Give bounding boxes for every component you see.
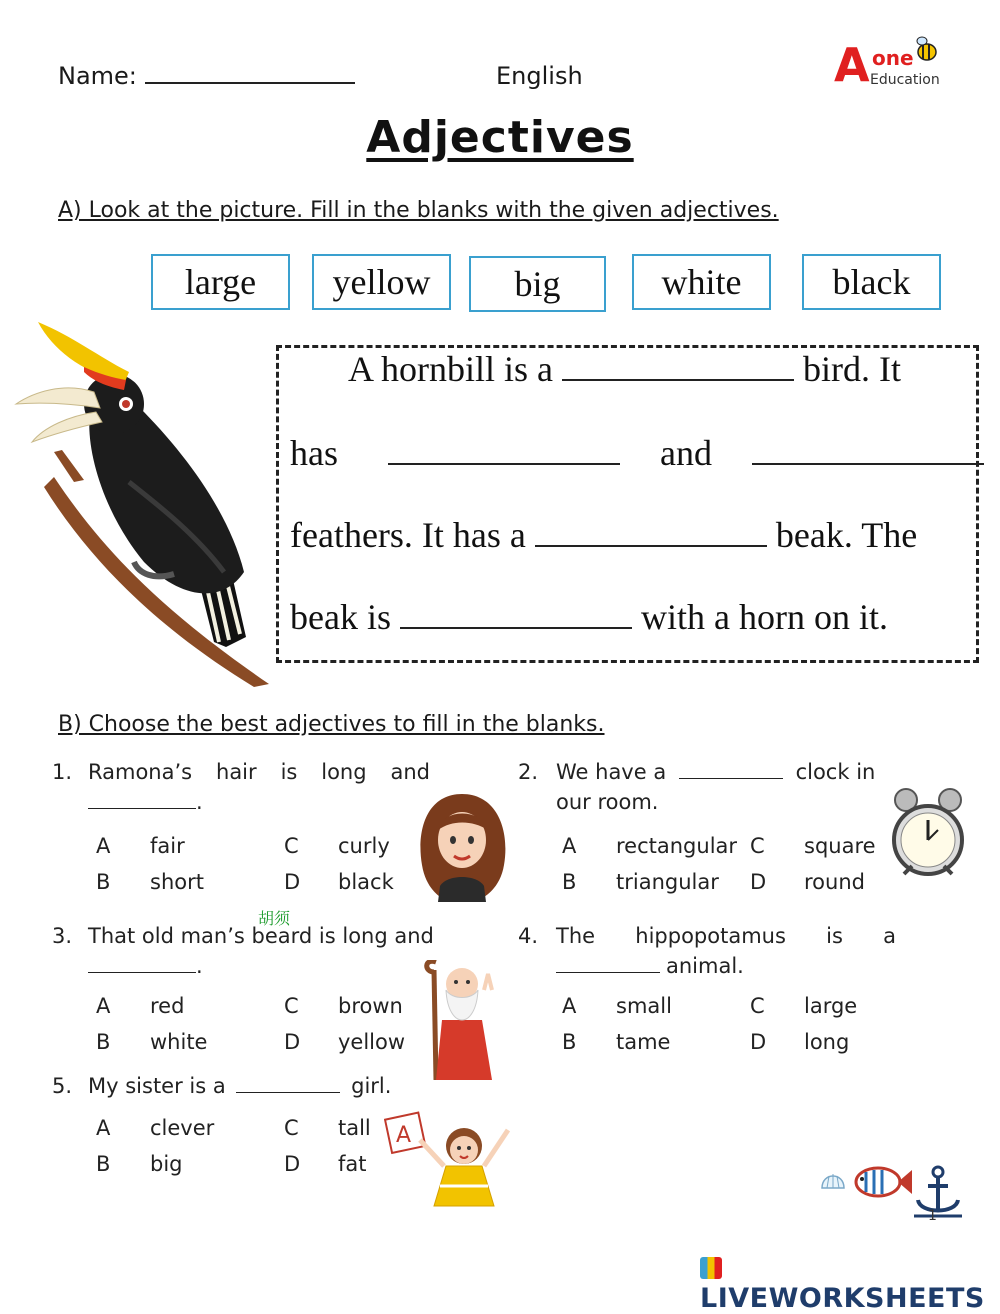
question-1-end: .: [196, 790, 203, 814]
q5-option-c-letter: C: [284, 1116, 299, 1140]
name-field: [58, 62, 355, 90]
q2-option-d[interactable]: round: [804, 870, 865, 894]
word-box-yellow[interactable]: [312, 254, 451, 310]
passage-text-3a: feathers. It has a: [290, 515, 526, 555]
q5-option-d-letter: D: [284, 1152, 301, 1176]
q4-option-a-letter: A: [562, 994, 577, 1018]
liveworksheets-logo-icon: [700, 1257, 722, 1279]
q5-option-c[interactable]: tall: [338, 1116, 371, 1140]
passage-text-3b: beak. The: [775, 515, 918, 555]
passage-text-2b: and: [660, 433, 712, 473]
passage-text-1b: bird. It: [803, 349, 901, 389]
question-2-number: 2.: [518, 760, 539, 784]
page-title: Adjectives: [366, 112, 634, 163]
question-2-text-a: We have a: [556, 760, 667, 784]
passage-line-4: [290, 596, 888, 638]
q1-option-d[interactable]: black: [338, 870, 394, 894]
q3-option-d-letter: D: [284, 1030, 301, 1054]
logo-one: one: [872, 46, 914, 70]
shell-icon: [818, 1164, 848, 1194]
q5-option-a[interactable]: clever: [150, 1116, 215, 1140]
q2-option-c[interactable]: square: [804, 834, 876, 858]
subject-label: English: [496, 62, 583, 90]
q1-option-c-letter: C: [284, 834, 299, 858]
word-white: white: [661, 262, 742, 302]
q5-option-d[interactable]: fat: [338, 1152, 367, 1176]
q4-option-d-letter: D: [750, 1030, 767, 1054]
fish-icon: [852, 1162, 914, 1202]
q3-option-a[interactable]: red: [150, 994, 185, 1018]
q3-option-a-letter: A: [96, 994, 111, 1018]
question-2-line2: our room.: [556, 790, 659, 814]
section-b-instruction: B) Choose the best adjectives to fill in the blanks.: [58, 712, 605, 737]
question-3-text: That old man’s beard is long and: [88, 924, 434, 948]
passage-line-1: [348, 348, 901, 390]
passage-blank-2[interactable]: [388, 433, 620, 465]
section-a-instruction: A) Look at the picture. Fill in the blanks with the given adjectives.: [58, 198, 779, 223]
passage-blank-3[interactable]: [752, 433, 984, 465]
question-3-line2: [88, 954, 203, 978]
q4-option-b-letter: B: [562, 1030, 577, 1054]
word-big: big: [514, 264, 561, 304]
passage-line-3: [290, 514, 917, 556]
question-1-blank[interactable]: [88, 790, 196, 809]
q2-option-d-letter: D: [750, 870, 767, 894]
question-4-text: The hippopotamus is a: [556, 924, 896, 948]
alarm-clock-icon: [888, 784, 968, 884]
q4-option-c-letter: C: [750, 994, 765, 1018]
question-2-text: [556, 760, 896, 784]
aone-logo: [834, 40, 944, 96]
question-4-line2: [556, 954, 744, 978]
question-3-end: .: [196, 954, 203, 978]
word-box-black[interactable]: [802, 254, 941, 310]
name-label: Name:: [58, 62, 137, 90]
q3-option-d[interactable]: yellow: [338, 1030, 406, 1054]
q5-option-b[interactable]: big: [150, 1152, 183, 1176]
question-3-note: 胡须: [258, 909, 291, 928]
footer-text: LIVEWORKSHEETS: [700, 1283, 985, 1314]
logo-education: Education: [870, 72, 940, 88]
q3-option-c[interactable]: brown: [338, 994, 403, 1018]
girl-paper-icon: [384, 1110, 520, 1210]
q1-option-b[interactable]: short: [150, 870, 204, 894]
q2-option-b[interactable]: triangular: [616, 870, 719, 894]
paper-grade-glyph: A: [396, 1123, 412, 1148]
q2-option-a[interactable]: rectangular: [616, 834, 738, 858]
question-2-blank[interactable]: [679, 760, 783, 779]
word-large: large: [184, 262, 257, 302]
hornbill-bird-icon: [14, 312, 276, 687]
passage-text-1a: A hornbill is a: [348, 349, 553, 389]
passage-line-2: [290, 432, 984, 474]
q1-option-c[interactable]: curly: [338, 834, 390, 858]
q3-option-c-letter: C: [284, 994, 299, 1018]
passage-blank-1[interactable]: [562, 349, 794, 381]
passage-text-4b: with a horn on it.: [640, 597, 888, 637]
question-3-blank[interactable]: [88, 954, 196, 973]
question-1-text: Ramona’s hair is long and: [88, 760, 430, 784]
question-4-number: 4.: [518, 924, 539, 948]
q1-option-b-letter: B: [96, 870, 111, 894]
logo-letter: A: [834, 38, 870, 92]
word-yellow: yellow: [332, 262, 431, 302]
question-5-blank[interactable]: [236, 1074, 340, 1093]
question-5-text: [88, 1074, 391, 1098]
word-black: black: [832, 262, 911, 302]
q1-option-a-letter: A: [96, 834, 111, 858]
q5-option-b-letter: B: [96, 1152, 111, 1176]
word-box-big[interactable]: [469, 256, 606, 312]
word-box-white[interactable]: [632, 254, 771, 310]
q3-option-b[interactable]: white: [150, 1030, 208, 1054]
page-number: 1: [928, 1208, 937, 1224]
question-1-number: 1.: [52, 760, 73, 784]
question-4-blank[interactable]: [556, 954, 660, 973]
q4-option-b[interactable]: tame: [616, 1030, 671, 1054]
passage-blank-5[interactable]: [400, 597, 632, 629]
question-3-number: 3.: [52, 924, 73, 948]
word-box-large[interactable]: [151, 254, 290, 310]
q2-option-a-letter: A: [562, 834, 577, 858]
q3-option-b-letter: B: [96, 1030, 111, 1054]
girl-curly-hair-icon: [412, 790, 512, 902]
passage-text-2a: has: [290, 433, 338, 473]
passage-text-4a: beak is: [290, 597, 391, 637]
old-man-beard-icon: [422, 960, 502, 1082]
q4-option-c[interactable]: large: [804, 994, 858, 1018]
question-5-text-a: My sister is a: [88, 1074, 226, 1098]
q1-option-a[interactable]: fair: [150, 834, 185, 858]
question-2-text-b: clock in: [795, 760, 876, 784]
q4-option-d[interactable]: long: [804, 1030, 850, 1054]
q2-option-b-letter: B: [562, 870, 577, 894]
question-4-end: animal.: [666, 954, 744, 978]
q5-option-a-letter: A: [96, 1116, 111, 1140]
passage-blank-4[interactable]: [535, 515, 767, 547]
question-1-line2: [88, 790, 203, 814]
q4-option-a[interactable]: small: [616, 994, 672, 1018]
name-blank[interactable]: [145, 62, 355, 84]
question-5-text-b: girl.: [351, 1074, 392, 1098]
question-5-number: 5.: [52, 1074, 73, 1098]
q1-option-d-letter: D: [284, 870, 301, 894]
liveworksheets-footer: [700, 1252, 1000, 1314]
q2-option-c-letter: C: [750, 834, 765, 858]
anchor-icon: [910, 1164, 966, 1220]
bee-icon: [914, 36, 940, 64]
